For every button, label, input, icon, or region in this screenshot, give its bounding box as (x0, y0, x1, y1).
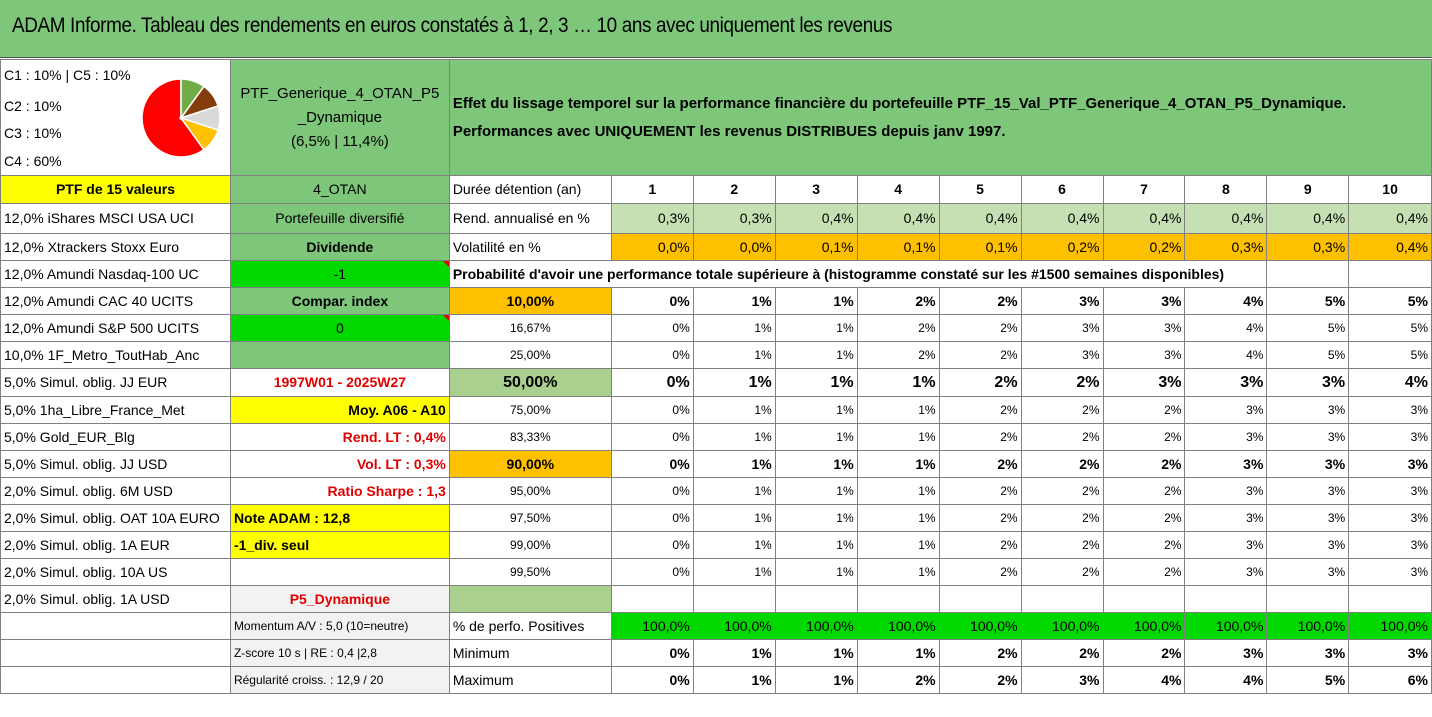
volatility-1: 0,0% (611, 234, 693, 261)
probability-value-1: 0% (611, 424, 693, 451)
zscore-label: Z-score 10 s | RE : 0,4 |2,8 (230, 640, 449, 667)
probability-value-9: 3% (1267, 505, 1349, 532)
positive-perf-8: 100,0% (1185, 613, 1267, 640)
effect-line2: Performances avec UNIQUEMENT les revenus DISTRIBUES depuis janv 1997. (452, 122, 1006, 140)
empty-cell (1185, 586, 1267, 613)
empty-cell (775, 586, 857, 613)
probability-value-4: 1% (857, 369, 939, 397)
probability-value-2: 1% (693, 559, 775, 586)
probability-value-9: 3% (1267, 397, 1349, 424)
positive-perf-9: 100,0% (1267, 613, 1349, 640)
probability-value-10: 3% (1349, 478, 1432, 505)
probability-value-9: 3% (1267, 424, 1349, 451)
probability-value-3: 1% (775, 451, 857, 478)
minimum-5: 2% (939, 640, 1021, 667)
holding-10: 5,0% Simul. oblig. JJ USD (1, 451, 231, 478)
probability-value-6: 2% (1021, 451, 1103, 478)
annual-return-1: 0,3% (611, 204, 693, 234)
probability-value-6: 2% (1021, 424, 1103, 451)
volatility-4: 0,1% (857, 234, 939, 261)
positive-perf-label: % de perfo. Positives (449, 613, 611, 640)
empty-cell (230, 559, 449, 586)
probability-value-4: 1% (857, 532, 939, 559)
portfolio-name-cell (230, 60, 449, 176)
holding-1: 12,0% iShares MSCI USA UCI (1, 204, 231, 234)
annual-return-7: 0,4% (1103, 204, 1185, 234)
probability-value-1: 0% (611, 559, 693, 586)
probability-level: 10,00% (449, 288, 611, 315)
probability-value-1: 0% (611, 478, 693, 505)
zero-value: 0 (230, 315, 449, 342)
holding-11: 2,0% Simul. oblig. 6M USD (1, 478, 231, 505)
empty-cell (1267, 261, 1349, 288)
empty-cell (857, 586, 939, 613)
probability-value-4: 2% (857, 315, 939, 342)
probability-value-1: 0% (611, 397, 693, 424)
holding-2: 12,0% Xtrackers Stoxx Euro (1, 234, 231, 261)
table-row (1, 559, 1432, 586)
probability-value-9: 3% (1267, 559, 1349, 586)
probability-level: 75,00% (449, 397, 611, 424)
profile-label: P5_Dynamique (230, 586, 449, 613)
table-row (1, 424, 1432, 451)
probability-value-8: 3% (1185, 424, 1267, 451)
maximum-3: 1% (775, 667, 857, 694)
volatility-9: 0,3% (1267, 234, 1349, 261)
table-row (1, 261, 1432, 288)
portfolio-stats: (6,5% | 11,4%) (290, 132, 389, 150)
probability-value-6: 3% (1021, 315, 1103, 342)
volatility-label: Volatilité en % (449, 234, 611, 261)
positive-perf-3: 100,0% (775, 613, 857, 640)
probability-level: 90,00% (449, 451, 611, 478)
empty-cell (939, 586, 1021, 613)
probability-level: 99,50% (449, 559, 611, 586)
table-row (1, 613, 1432, 640)
probability-value-4: 1% (857, 559, 939, 586)
probability-value-5: 2% (939, 369, 1021, 397)
probability-value-7: 3% (1103, 369, 1185, 397)
probability-value-8: 3% (1185, 397, 1267, 424)
minimum-1: 0% (611, 640, 693, 667)
annual-return-10: 0,4% (1349, 204, 1432, 234)
probability-value-5: 2% (939, 397, 1021, 424)
minimum-label: Minimum (449, 640, 611, 667)
probability-level: 99,00% (449, 532, 611, 559)
probability-value-8: 3% (1185, 369, 1267, 397)
regularite-label: Régularité croiss. : 12,9 / 20 (230, 667, 449, 694)
probability-value-2: 1% (693, 478, 775, 505)
minimum-3: 1% (775, 640, 857, 667)
probability-value-10: 3% (1349, 397, 1432, 424)
volatility-6: 0,2% (1021, 234, 1103, 261)
probability-value-7: 2% (1103, 397, 1185, 424)
probability-value-3: 1% (775, 532, 857, 559)
empty-cell (1, 613, 231, 640)
probability-value-2: 1% (693, 288, 775, 315)
empty-cell (1103, 586, 1185, 613)
positive-perf-7: 100,0% (1103, 613, 1185, 640)
adam-note: Note ADAM : 12,8 (230, 505, 449, 532)
annual-return-6: 0,4% (1021, 204, 1103, 234)
probability-level: 95,00% (449, 478, 611, 505)
minimum-10: 3% (1349, 640, 1432, 667)
probability-value-3: 1% (775, 559, 857, 586)
positive-perf-10: 100,0% (1349, 613, 1432, 640)
probability-value-7: 3% (1103, 288, 1185, 315)
probability-value-5: 2% (939, 315, 1021, 342)
probability-value-2: 1% (693, 315, 775, 342)
maximum-4: 2% (857, 667, 939, 694)
portfolio-count-label: PTF de 15 valeurs (1, 176, 231, 204)
probability-value-5: 2% (939, 532, 1021, 559)
holding-13: 2,0% Simul. oblig. 1A EUR (1, 532, 231, 559)
div-seul-label: -1_div. seul (230, 532, 449, 559)
probability-level: 16,67% (449, 315, 611, 342)
probability-value-8: 4% (1185, 288, 1267, 315)
probability-value-5: 2% (939, 505, 1021, 532)
year-10: 10 (1349, 176, 1432, 204)
year-5: 5 (939, 176, 1021, 204)
annual-return-label: Rend. annualisé en % (449, 204, 611, 234)
probability-value-8: 3% (1185, 532, 1267, 559)
probability-value-6: 2% (1021, 397, 1103, 424)
minimum-7: 2% (1103, 640, 1185, 667)
probability-value-3: 1% (775, 288, 857, 315)
probability-value-4: 1% (857, 505, 939, 532)
allocation-legend (1, 60, 231, 176)
empty-cell (693, 586, 775, 613)
effect-description (449, 60, 1431, 176)
probability-value-2: 1% (693, 397, 775, 424)
rend-lt-label: Rend. LT : 0,4% (230, 424, 449, 451)
positive-perf-5: 100,0% (939, 613, 1021, 640)
probability-value-5: 2% (939, 451, 1021, 478)
probability-value-10: 3% (1349, 424, 1432, 451)
probability-value-6: 2% (1021, 369, 1103, 397)
empty-cell (1, 640, 231, 667)
holding-9: 5,0% Gold_EUR_Blg (1, 424, 231, 451)
table-row (1, 204, 1432, 234)
maximum-label: Maximum (449, 667, 611, 694)
probability-label: Probabilité d'avoir une performance totale supérieure à (histogramme constaté sur les #1500 semaines disponibles) (449, 261, 1267, 288)
probability-value-9: 3% (1267, 532, 1349, 559)
year-7: 7 (1103, 176, 1185, 204)
probability-value-8: 3% (1185, 478, 1267, 505)
probability-value-10: 3% (1349, 559, 1432, 586)
volatility-8: 0,3% (1185, 234, 1267, 261)
period-label: 1997W01 - 2025W27 (230, 369, 449, 397)
probability-value-2: 1% (693, 424, 775, 451)
probability-value-5: 2% (939, 478, 1021, 505)
probability-value-10: 3% (1349, 505, 1432, 532)
minimum-9: 3% (1267, 640, 1349, 667)
legend-c3: C3 : 10% (4, 125, 62, 141)
holding-12: 2,0% Simul. oblig. OAT 10A EURO (1, 505, 231, 532)
probability-value-3: 1% (775, 397, 857, 424)
table-row (1, 342, 1432, 369)
probability-value-7: 2% (1103, 424, 1185, 451)
sharpe-label: Ratio Sharpe : 1,3 (230, 478, 449, 505)
empty-green-cell (449, 586, 611, 613)
table-row (1, 640, 1432, 667)
portfolio-code: 4_OTAN (230, 176, 449, 204)
probability-value-7: 2% (1103, 451, 1185, 478)
probability-value-5: 2% (939, 288, 1021, 315)
probability-value-10: 5% (1349, 288, 1432, 315)
probability-value-2: 1% (693, 451, 775, 478)
probability-value-3: 1% (775, 315, 857, 342)
empty-green-cell (230, 342, 449, 369)
probability-value-6: 2% (1021, 559, 1103, 586)
probability-value-7: 2% (1103, 478, 1185, 505)
positive-perf-4: 100,0% (857, 613, 939, 640)
legend-c2: C2 : 10% (4, 98, 62, 114)
probability-value-9: 3% (1267, 478, 1349, 505)
momentum-label: Momentum A/V : 5,0 (10=neutre) (230, 613, 449, 640)
volatility-3: 0,1% (775, 234, 857, 261)
probability-level: 97,50% (449, 505, 611, 532)
annual-return-3: 0,4% (775, 204, 857, 234)
probability-value-8: 4% (1185, 315, 1267, 342)
probability-value-2: 1% (693, 342, 775, 369)
probability-value-7: 2% (1103, 505, 1185, 532)
table-row (1, 397, 1432, 424)
year-4: 4 (857, 176, 939, 204)
probability-value-2: 1% (693, 532, 775, 559)
probability-value-10: 3% (1349, 532, 1432, 559)
report-header (0, 0, 1432, 58)
table-row (1, 315, 1432, 342)
probability-value-4: 1% (857, 424, 939, 451)
table-row (1, 478, 1432, 505)
year-2: 2 (693, 176, 775, 204)
holding-5: 12,0% Amundi S&P 500 UCITS (1, 315, 231, 342)
holding-3: 12,0% Amundi Nasdaq-100 UC (1, 261, 231, 288)
probability-value-8: 3% (1185, 559, 1267, 586)
empty-cell (1349, 261, 1432, 288)
probability-value-10: 3% (1349, 451, 1432, 478)
probability-value-4: 1% (857, 451, 939, 478)
annual-return-8: 0,4% (1185, 204, 1267, 234)
holding-4: 12,0% Amundi CAC 40 UCITS (1, 288, 231, 315)
probability-value-1: 0% (611, 342, 693, 369)
table-row (1, 234, 1432, 261)
annual-return-5: 0,4% (939, 204, 1021, 234)
probability-value-6: 3% (1021, 342, 1103, 369)
vol-lt-label: Vol. LT : 0,3% (230, 451, 449, 478)
probability-value-4: 1% (857, 397, 939, 424)
probability-level: 25,00% (449, 342, 611, 369)
probability-value-8: 4% (1185, 342, 1267, 369)
maximum-7: 4% (1103, 667, 1185, 694)
probability-value-4: 2% (857, 288, 939, 315)
minimum-2: 1% (693, 640, 775, 667)
probability-value-7: 3% (1103, 315, 1185, 342)
table-row (1, 369, 1432, 397)
legend-c4: C4 : 60% (4, 153, 62, 169)
probability-value-1: 0% (611, 451, 693, 478)
volatility-5: 0,1% (939, 234, 1021, 261)
probability-value-10: 5% (1349, 315, 1432, 342)
volatility-2: 0,0% (693, 234, 775, 261)
probability-value-6: 2% (1021, 532, 1103, 559)
probability-value-2: 1% (693, 505, 775, 532)
portfolio-name-line2: _Dynamique (297, 108, 382, 126)
positive-perf-1: 100,0% (611, 613, 693, 640)
year-8: 8 (1185, 176, 1267, 204)
maximum-9: 5% (1267, 667, 1349, 694)
empty-cell (611, 586, 693, 613)
maximum-2: 1% (693, 667, 775, 694)
probability-value-6: 2% (1021, 505, 1103, 532)
annual-return-9: 0,4% (1267, 204, 1349, 234)
maximum-5: 2% (939, 667, 1021, 694)
allocation-pie-chart (139, 62, 223, 174)
probability-value-1: 0% (611, 315, 693, 342)
volatility-10: 0,4% (1349, 234, 1432, 261)
probability-value-3: 1% (775, 424, 857, 451)
probability-value-1: 0% (611, 505, 693, 532)
report-title: ADAM Informe. Tableau des rendements en euros constatés à 1, 2, 3 … 10 ans avec uniquement les revenus (12, 14, 893, 37)
diversified-label: Portefeuille diversifié (230, 204, 449, 234)
table-row (1, 451, 1432, 478)
probability-value-3: 1% (775, 342, 857, 369)
probability-value-9: 3% (1267, 451, 1349, 478)
probability-value-7: 2% (1103, 532, 1185, 559)
table-row (1, 667, 1432, 694)
annual-return-4: 0,4% (857, 204, 939, 234)
probability-level: 50,00% (449, 369, 611, 397)
minimum-8: 3% (1185, 640, 1267, 667)
probability-value-9: 5% (1267, 315, 1349, 342)
positive-perf-6: 100,0% (1021, 613, 1103, 640)
table-row (1, 176, 1432, 204)
probability-value-10: 4% (1349, 369, 1432, 397)
minus1-value: -1 (230, 261, 449, 288)
table-row (1, 532, 1432, 559)
legend-c1-c5: C1 : 10% | C5 : 10% (4, 67, 131, 83)
table-row (1, 288, 1432, 315)
minimum-6: 2% (1021, 640, 1103, 667)
probability-value-4: 1% (857, 478, 939, 505)
holding-8: 5,0% 1ha_Libre_France_Met (1, 397, 231, 424)
probability-value-4: 2% (857, 342, 939, 369)
probability-value-7: 2% (1103, 559, 1185, 586)
maximum-8: 4% (1185, 667, 1267, 694)
probability-value-9: 5% (1267, 288, 1349, 315)
year-3: 3 (775, 176, 857, 204)
probability-value-9: 3% (1267, 369, 1349, 397)
holding-14: 2,0% Simul. oblig. 10A US (1, 559, 231, 586)
probability-value-5: 2% (939, 559, 1021, 586)
duration-label: Durée détention (an) (449, 176, 611, 204)
probability-value-2: 1% (693, 369, 775, 397)
table-row (1, 505, 1432, 532)
minimum-4: 1% (857, 640, 939, 667)
probability-value-6: 3% (1021, 288, 1103, 315)
probability-value-3: 1% (775, 369, 857, 397)
probability-value-8: 3% (1185, 505, 1267, 532)
annual-return-2: 0,3% (693, 204, 775, 234)
probability-value-3: 1% (775, 505, 857, 532)
probability-value-5: 2% (939, 424, 1021, 451)
volatility-7: 0,2% (1103, 234, 1185, 261)
probability-value-10: 5% (1349, 342, 1432, 369)
holding-7: 5,0% Simul. oblig. JJ EUR (1, 369, 231, 397)
empty-cell (1021, 586, 1103, 613)
effect-line1: Effet du lissage temporel sur la performance financière du portefeuille PTF_15_Val_PTF_Generique_4_OTAN_P5_Dynamique. (452, 94, 1347, 112)
probability-value-7: 3% (1103, 342, 1185, 369)
holding-6: 10,0% 1F_Metro_ToutHab_Anc (1, 342, 231, 369)
portfolio-name-line1: PTF_Generique_4_OTAN_P5 (240, 84, 440, 102)
probability-value-1: 0% (611, 532, 693, 559)
empty-cell (1267, 586, 1349, 613)
positive-perf-2: 100,0% (693, 613, 775, 640)
probability-value-9: 5% (1267, 342, 1349, 369)
probability-value-1: 0% (611, 369, 693, 397)
empty-cell (1349, 586, 1432, 613)
year-1: 1 (611, 176, 693, 204)
maximum-10: 6% (1349, 667, 1432, 694)
table-row (1, 586, 1432, 613)
probability-value-8: 3% (1185, 451, 1267, 478)
moy-label: Moy. A06 - A10 (230, 397, 449, 424)
year-9: 9 (1267, 176, 1349, 204)
compar-index-label: Compar. index (230, 288, 449, 315)
maximum-6: 3% (1021, 667, 1103, 694)
probability-value-3: 1% (775, 478, 857, 505)
probability-value-5: 2% (939, 342, 1021, 369)
year-6: 6 (1021, 176, 1103, 204)
probability-value-6: 2% (1021, 478, 1103, 505)
dividend-label: Dividende (230, 234, 449, 261)
probability-value-1: 0% (611, 288, 693, 315)
empty-cell (1, 667, 231, 694)
maximum-1: 0% (611, 667, 693, 694)
probability-level: 83,33% (449, 424, 611, 451)
holding-15: 2,0% Simul. oblig. 1A USD (1, 586, 231, 613)
performance-table (0, 59, 1432, 694)
